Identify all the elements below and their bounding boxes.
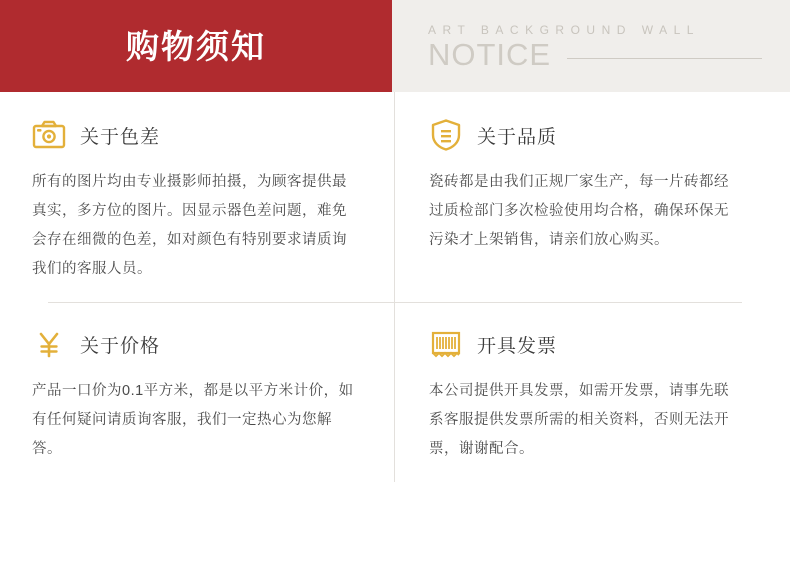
notice-card-header — [429, 327, 740, 361]
invoice-icon — [429, 327, 463, 361]
shield-quality-icon — [429, 118, 463, 152]
yuan-price-icon — [32, 327, 66, 361]
notice-card-title: 关于品质 — [477, 126, 558, 148]
header-rule-divider — [567, 58, 762, 59]
page-title: 购物须知 — [126, 27, 266, 65]
notice-card-quality — [395, 92, 766, 302]
notice-card-title: 关于色差 — [80, 126, 161, 148]
notice-card-header — [32, 327, 360, 361]
header-subtitle-english: ART BACKGROUND WALL — [428, 22, 700, 37]
notice-card-title: 开具发票 — [477, 335, 558, 357]
notice-card-price — [24, 303, 395, 482]
notice-grid — [0, 92, 790, 482]
camera-icon — [32, 118, 66, 152]
notice-card-header — [32, 118, 360, 152]
header-english-block — [392, 0, 790, 92]
header-title-english-row — [428, 36, 790, 72]
notice-card-body: 本公司提供开具发票，如需开发票，请事先联系客服提供发票所需的相关资料，否则无法开票，谢谢配合。 — [429, 383, 729, 457]
notice-row-1 — [24, 92, 766, 302]
page-header — [0, 0, 790, 92]
notice-card-color — [24, 92, 395, 302]
header-red-banner — [0, 0, 392, 92]
notice-card-body: 产品一口价为0.1平方米，都是以平方米计价，如有任何疑问请质询客服，我们一定热心为您解答。 — [32, 383, 354, 457]
notice-row-2 — [24, 303, 766, 482]
notice-card-body: 所有的图片均由专业摄影师拍摄，为顾客提供最真实，多方位的图片。因显示器色差问题，难免会存在细微的色差，如对颜色有特别要求请质询我们的客服人员。 — [32, 174, 347, 277]
notice-card-body: 瓷砖都是由我们正规厂家生产，每一片砖都经过质检部门多次检验使用均合格，确保环保无污染才上架销售，请亲们放心购买。 — [429, 174, 729, 248]
notice-card-invoice — [395, 303, 766, 482]
notice-card-title: 关于价格 — [80, 335, 161, 357]
notice-card-header — [429, 118, 740, 152]
header-title-english: NOTICE — [428, 36, 552, 72]
